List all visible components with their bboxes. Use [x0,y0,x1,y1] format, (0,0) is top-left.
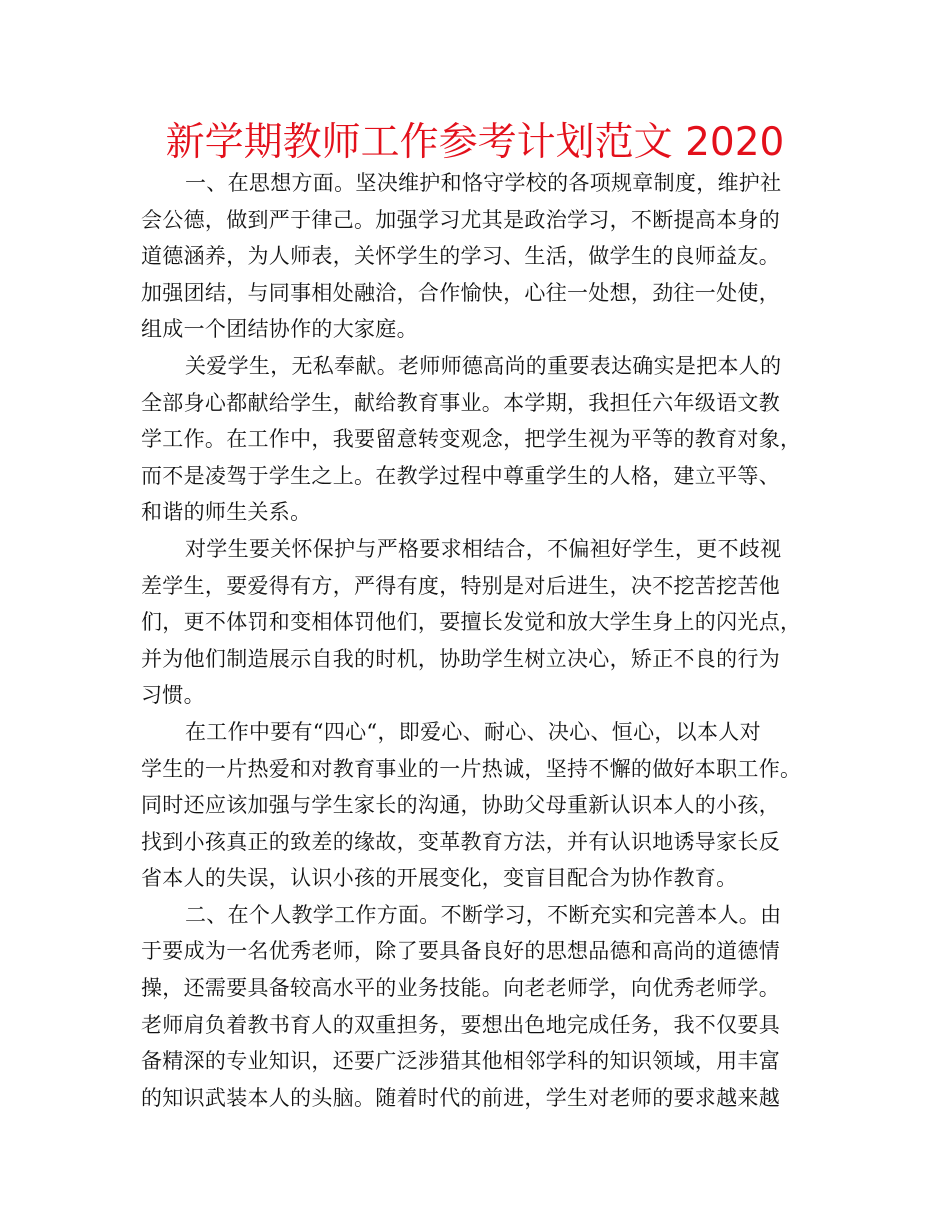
paragraph-first-line: 二、在个人教学工作方面。不断学习，不断充实和完善本人。由 [185,902,782,927]
paragraph-line: 学工作。在工作中，我要留意转变观念，把学生视为平等的教育对象， [141,427,802,452]
paragraph-line: 同时还应该加强与学生家长的沟通，协助父母重新认识本人的小孩， [141,793,780,818]
paragraph-line: 道德涵养，为人师表，关怀学生的学习、生活，做学生的良师益友。 [141,244,780,269]
paragraph-line: 操，还需要具备较高水平的业务技能。向老老师学，向优秀老师学。 [141,976,780,1001]
paragraph-line: 找到小孩真正的致差的缘故，变革教育方法，并有认识地诱导家长反 [141,829,780,854]
paragraph-line: 而不是凌驾于学生之上。在教学过程中尊重学生的人格，建立平等、 [141,463,780,488]
paragraph-line: 学生的一片热爱和对教育事业的一片热诚，坚持不懈的做好本职工作。 [141,756,802,781]
document-body [141,165,821,1116]
paragraph-first-line: 一、在思想方面。坚决维护和恪守学校的各项规章制度，维护社 [185,171,782,195]
paragraph-line: 的知识武装本人的头脑。随着时代的前进，学生对老师的要求越来越 [141,1085,780,1110]
paragraph-first-line: 关爱学生，无私奉献。老师师德高尚的重要表达确实是把本人的 [185,353,782,378]
paragraph-line: 会公德，做到严于律己。加强学习尤其是政治学习，不断提高本身的 [141,207,780,232]
paragraph-line: 差学生，要爱得有方，严得有度，特别是对后进生，决不挖苦挖苦他 [141,573,780,598]
paragraph-line: 老师肩负着教书育人的双重担务，要想出色地完成任务，我不仅要具 [141,1012,780,1037]
paragraph-line: 并为他们制造展示自我的时机，协助学生树立决心，矫正不良的行为 [141,646,780,671]
paragraph-line: 组成一个团结协作的大家庭。 [141,317,418,342]
paragraph-line: 加强团结，与同事相处融洽，合作愉快，心往一处想，劲往一处使， [141,280,780,305]
paragraph-line: 和谐的师生关系。 [141,500,312,525]
paragraph-first-line: 对学生要关怀保护与严格要求相结合，不偏袒好学生，更不歧视 [185,536,782,561]
paragraph-line: 省本人的失误，认识小孩的开展变化，变盲目配合为协作教育。 [141,866,738,891]
document-title: 新学期教师工作参考计划范文 2020 [165,120,785,165]
paragraph-line: 习惯。 [141,683,205,708]
paragraph-line: 们，更不体罚和变相体罚他们，要擅长发觉和放大学生身上的闪光点， [141,610,802,635]
paragraph-line: 备精深的专业知识，还要广泛涉猎其他相邻学科的知识领域，用丰富 [141,1049,780,1074]
paragraph-first-line: 在工作中要有“四心“，即爱心、耐心、决心、恒心，以本人对 [185,719,761,744]
paragraph-line: 于要成为一名优秀老师，除了要具备良好的思想品德和高尚的道德情 [141,939,780,964]
paragraph-line: 全部身心都献给学生，献给教育事业。本学期，我担任六年级语文教 [141,390,780,415]
